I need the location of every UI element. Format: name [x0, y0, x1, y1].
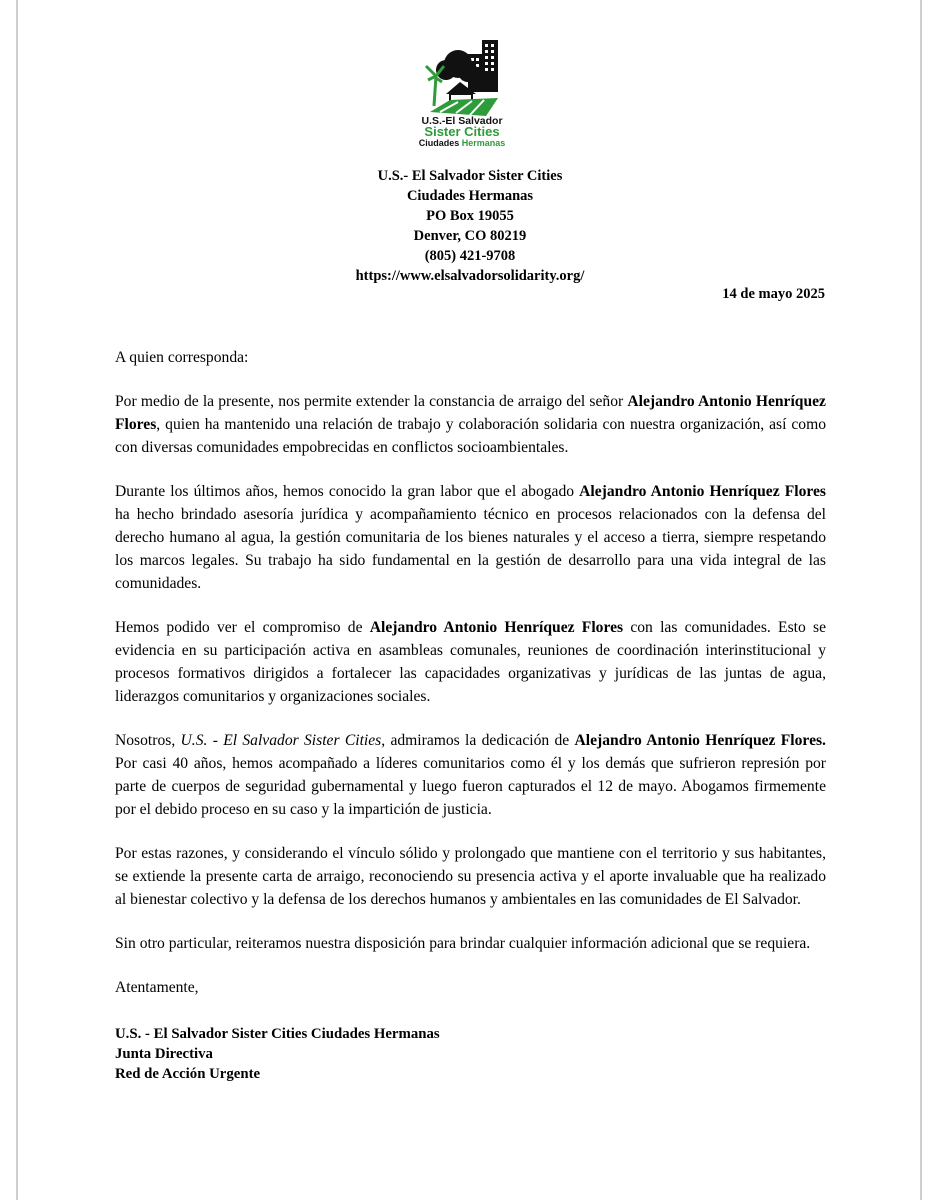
signature-network: Red de Acción Urgente	[115, 1066, 261, 1082]
letterhead-sub: Ciudades Hermanas	[406, 188, 534, 204]
org-name-italic: U.S. - El Salvador Sister Cities	[180, 732, 382, 749]
person-name: Alejandro Antonio Henríquez Flores	[115, 393, 826, 433]
letterhead-org: U.S.- El Salvador Sister Cities	[377, 168, 563, 184]
organization-logo	[406, 36, 518, 148]
person-name: Alejandro Antonio Henríquez Flores	[369, 619, 624, 636]
letterhead-city: Denver, CO 80219	[413, 228, 527, 244]
logo-text-line2: Sister Cities	[424, 124, 500, 139]
letterhead-phone: (805) 421-9708	[424, 248, 516, 264]
signature-board: Junta Directiva	[115, 1046, 213, 1062]
paragraph-3: Hemos podido ver el compromiso de Alejandro Antonio Henríquez Flores con las comunidades. Esto se evidencia en su participación activa en asambleas comunales, reuniones de coordinación interinstitucional y procesos formativos dirigidos a fortalecer las capacidades organizativas y jurídicas de las juntas de agua, liderazgos comunitarios y organizaciones sociales.	[115, 619, 826, 705]
letter-body	[115, 346, 826, 1020]
paragraph-4: Nosotros, U.S. - El Salvador Sister Cities, admiramos la dedicación de Alejandro Antonio Henríquez Flores. Por casi 40 años, hemos acompañado a líderes comunitarios como él y los demás que sufrieron represión por parte de cuerpos de seguridad gubernamental y luego fueron capturados el 12 de mayo. Abogamos firmemente por el debido proceso en su caso y la impartición de justicia.	[115, 732, 826, 818]
salutation: A quien corresponda:	[115, 349, 249, 366]
paragraph-5: Por estas razones, y considerando el vínculo sólido y prolongado que mantiene con el territorio y sus habitantes, se extiende la presente carta de arraigo, reconociendo su presencia activa y el aporte invaluable que ha realizado al bienestar colectivo y la defensa de los derechos humanos y ambientales en las comunidades de El Salvador.	[115, 845, 826, 908]
logo-text-line3b: Hermanas	[461, 138, 506, 148]
paragraph-2: Durante los últimos años, hemos conocido la gran labor que el abogado Alejandro Antonio Henríquez Flores ha hecho brindado asesoría jurídica y acompañamiento técnico en procesos relacionados con la defensa del derecho humano al agua, la gestión comunitaria de los bienes naturales y el acceso a tierra, siempre respetando los marcos legales. Su trabajo ha sido fundamental en la gestión de desarrollo para una vida integral de las comunidades.	[115, 483, 827, 592]
paragraph-1: Por medio de la presente, nos permite extender la constancia de arraigo del señor Alejandro Antonio Henríquez Flores, quien ha mantenido una relación de trabajo y colaboración solidaria con nuestra organización, así como con diversas comunidades empobrecidas en conflictos socioambientales.	[115, 393, 826, 456]
signature-org: U.S. - El Salvador Sister Cities Ciudades Hermanas	[115, 1026, 440, 1042]
closing: Atentamente,	[115, 979, 199, 996]
paragraph-6: Sin otro particular, reiteramos nuestra disposición para brindar cualquier información adicional que se requiera.	[115, 935, 811, 952]
signature-block	[115, 1024, 440, 1084]
person-name: Alejandro Antonio Henríquez Flores	[579, 483, 827, 500]
letterhead-po-box: PO Box 19055	[426, 208, 514, 224]
letterhead-url[interactable]: https://www.elsalvadorsolidarity.org/	[355, 268, 585, 284]
letter-date: 14 de mayo 2025	[722, 286, 825, 302]
logo-text-line3a: Ciudades	[418, 138, 460, 148]
person-name: Alejandro Antonio Henríquez Flores.	[574, 732, 826, 749]
svg-text:Ciudades Hermanas	[419, 138, 506, 148]
letterhead-address	[300, 166, 640, 286]
logo-text-line1: U.S.-El Salvador	[421, 115, 503, 127]
